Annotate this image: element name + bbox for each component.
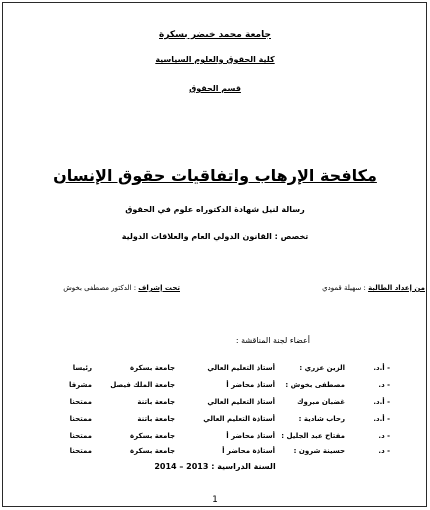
- faculty-name: كلية الحقوق والعلوم السياسية: [155, 55, 275, 64]
- member-title: - أ.د.: [373, 398, 390, 406]
- committee-row: [0, 364, 430, 378]
- member-rank: أستاذ محاضر أ: [226, 432, 275, 440]
- member-university: جامعة باتنة: [137, 398, 175, 406]
- member-name: الزين عزري :: [299, 364, 345, 372]
- supervision-label: تحت إشراف: [138, 284, 180, 292]
- member-name: رحاب شادية :: [298, 415, 345, 423]
- member-role: مشرفا: [68, 381, 92, 389]
- member-university: جامعة بسكرة: [130, 447, 175, 455]
- committee-row: [0, 381, 430, 395]
- member-title: - أ.د.: [373, 364, 390, 372]
- member-role: ممتحنا: [69, 398, 92, 406]
- prepared-by: [290, 284, 425, 292]
- member-university: جامعة بسكرة: [130, 432, 175, 440]
- thesis-title: مكافحة الإرهاب واتفاقيات حقوق الإنسان: [53, 166, 377, 185]
- committee-row: [0, 415, 430, 429]
- member-title: - د.: [378, 381, 390, 389]
- member-role: رئيسا: [72, 364, 92, 372]
- member-name: مفتاح عبد الجليل :: [281, 432, 345, 440]
- thesis-specialization: تخصص : القانون الدولي العام والعلاقات الدولية: [121, 232, 309, 241]
- member-rank: أستاذ محاضر أ: [226, 381, 275, 389]
- member-rank: أستاذة التعليم العالي: [203, 415, 275, 423]
- committee-row: [0, 432, 430, 446]
- academic-year: السنة الدراسية : 2013 – 2014: [154, 462, 276, 471]
- member-rank: أستاذ التعليم العالي: [207, 364, 275, 372]
- thesis-purpose: رسالة لنيل شهادة الدكتوراه علوم في الحقوق: [125, 205, 305, 214]
- member-role: ممتحنا: [69, 432, 92, 440]
- supervisor-name: : الدكتور مصطفى بخوش: [63, 284, 137, 292]
- member-name: غضبان مبروك: [297, 398, 345, 406]
- member-rank: أستاذة محاضر أ: [222, 447, 275, 455]
- member-role: ممتحنا: [69, 447, 92, 455]
- university-name: جامعة محمد خيضر بسكرة: [159, 30, 271, 40]
- committee-row: [0, 447, 430, 461]
- member-university: جامعة الملك فيصل: [110, 381, 175, 389]
- page-number: 1: [212, 495, 218, 505]
- member-title: - أ.د.: [373, 415, 390, 423]
- member-title: - د.: [378, 447, 390, 455]
- supervised-by: [30, 284, 180, 292]
- member-name: مصطفى بخوش :: [285, 381, 345, 389]
- committee-title: أعضاء لجنة المناقشة :: [235, 336, 310, 345]
- member-university: جامعة باتنة: [137, 415, 175, 423]
- committee-row: [0, 398, 430, 412]
- member-university: جامعة بسكرة: [130, 364, 175, 372]
- student-name: : سهيلة قمودي: [322, 284, 366, 292]
- member-role: ممتحنا: [69, 415, 92, 423]
- member-name: حسينة شرون :: [293, 447, 345, 455]
- prepared-by-label: من إعداد الطالبة: [368, 284, 425, 292]
- member-title: - د.: [378, 432, 390, 440]
- member-rank: أستاذ التعليم العالي: [207, 398, 275, 406]
- department-name: قسم الحقوق: [189, 84, 241, 93]
